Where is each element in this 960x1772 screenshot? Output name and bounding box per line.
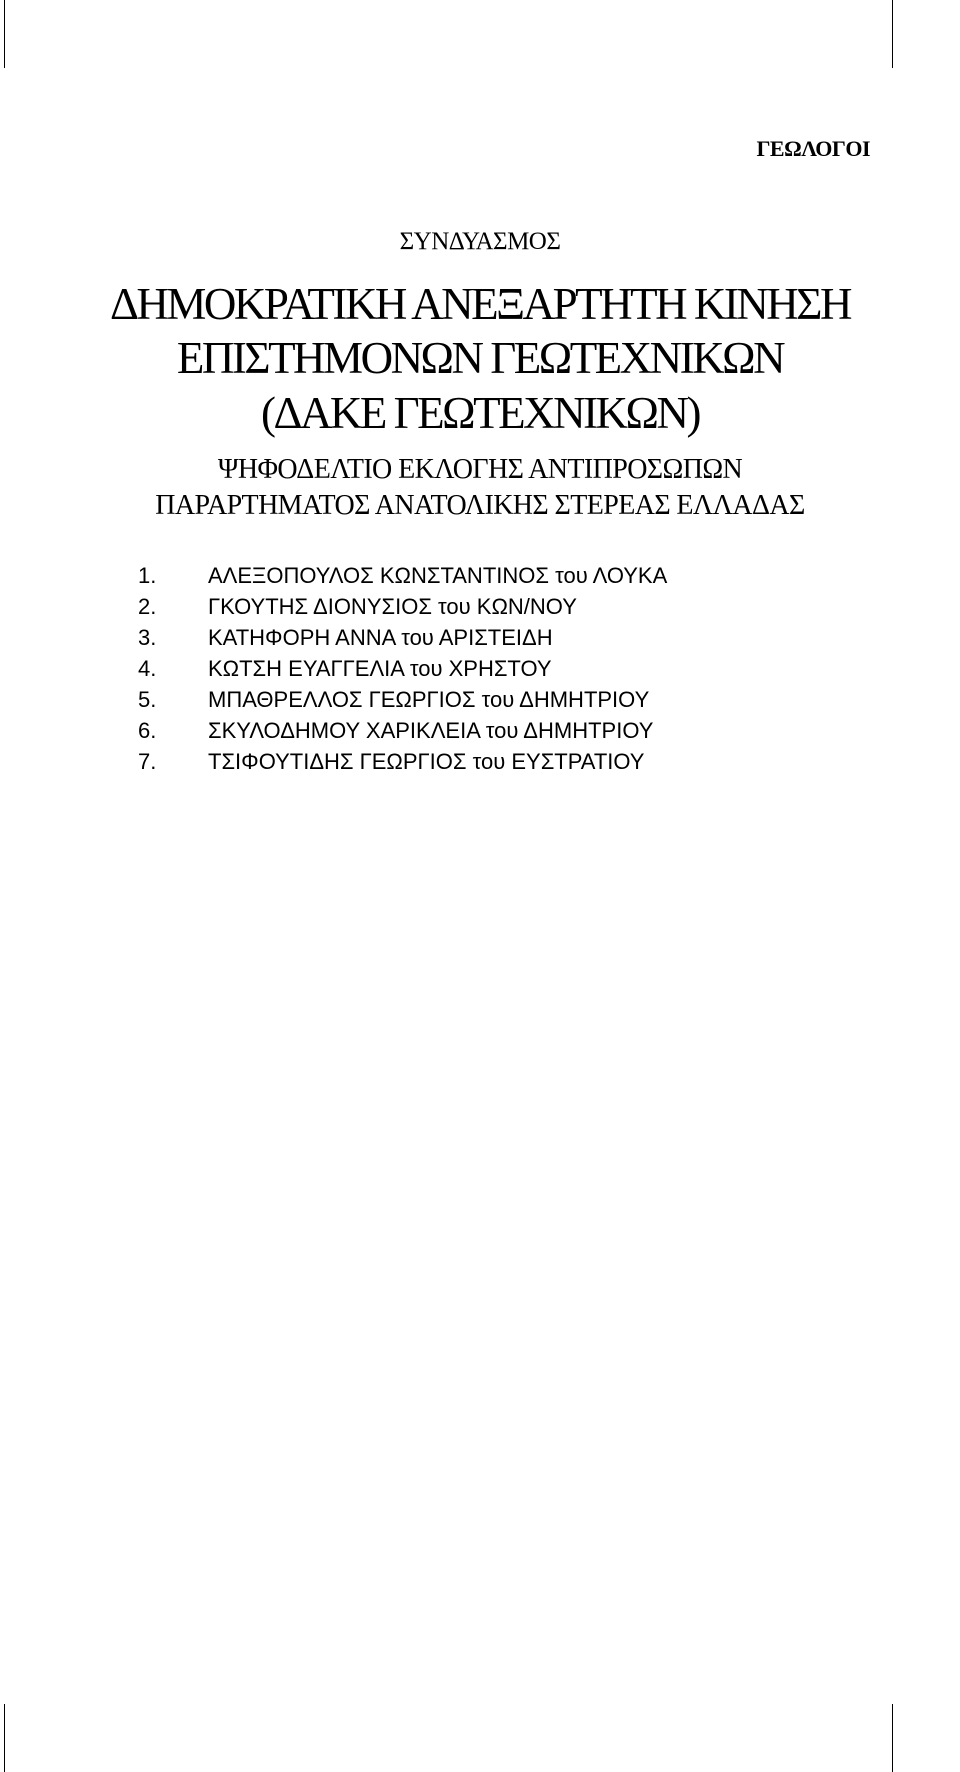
candidate-row [138,653,667,684]
ballot-subtitle-line-2: ΠΑΡΑΡΤΗΜΑΤΟΣ ΑΝΑΤΟΛΙΚΗΣ ΣΤΕΡΕΑΣ ΕΛΛΑΔΑΣ [155,490,805,521]
coalition-title-line-2: ΕΠΙΣΤΗΜΟΝΩΝ ΓΕΩΤΕΧΝΙΚΩΝ [176,333,784,383]
candidate-name: ΣΚΥΛΟΔΗΜΟΥ ΧΑΡΙΚΛΕΙΑ του ΔΗΜΗΤΡΙΟΥ [208,718,654,743]
candidate-number: 1. [138,563,157,588]
coalition-title-line-3: (ΔΑΚΕ ΓΕΩΤΕΧΝΙΚΩΝ) [261,388,699,438]
crop-mark-bottom-right [892,1704,893,1772]
candidate-name: ΚΑΤΗΦΟΡΗ ΑΝΝΑ του ΑΡΙΣΤΕΙΔΗ [208,625,553,650]
crop-mark-bottom-left [4,1704,5,1772]
ballot-subtitle-line-1: ΨΗΦΟΔΕΛΤΙΟ ΕΚΛΟΓΗΣ ΑΝΤΙΠΡΟΣΩΠΩΝ [217,454,743,485]
candidate-number: 6. [138,718,157,743]
candidate-number: 4. [138,656,157,681]
candidate-list [138,560,667,777]
candidate-number: 5. [138,687,157,712]
candidate-name: ΚΩΤΣΗ ΕΥΑΓΓΕΛΙΑ του ΧΡΗΣΤΟΥ [208,656,552,681]
candidate-row [138,684,667,715]
candidate-row [138,746,667,777]
crop-mark-top-right [892,0,893,68]
candidate-number: 2. [138,594,157,619]
candidate-row [138,622,667,653]
candidate-row [138,560,667,591]
candidate-row [138,591,667,622]
crop-mark-top-left [4,0,5,68]
candidate-number: 3. [138,625,157,650]
coalition-label: ΣΥΝΔΥΑΣΜΟΣ [399,228,561,255]
candidate-number: 7. [138,749,157,774]
candidate-row [138,715,667,746]
candidate-name: ΓΚΟΥΤΗΣ ΔΙΟΝΥΣΙΟΣ του ΚΩΝ/ΝΟΥ [208,594,577,619]
category-label: ΓΕΩΛΟΓΟΙ [756,136,870,161]
candidate-name: ΜΠΑΘΡΕΛΛΟΣ ΓΕΩΡΓΙΟΣ του ΔΗΜΗΤΡΙΟΥ [208,687,650,712]
candidate-name: ΑΛΕΞΟΠΟΥΛΟΣ ΚΩΝΣΤΑΝΤΙΝΟΣ του ΛΟΥΚΑ [208,563,668,588]
candidate-name: ΤΣΙΦΟΥΤΙΔΗΣ ΓΕΩΡΓΙΟΣ του ΕΥΣΤΡΑΤΙΟΥ [208,749,645,774]
coalition-title-line-1: ΔΗΜΟΚΡΑΤΙΚΗ ΑΝΕΞΑΡΤΗΤΗ ΚΙΝΗΣΗ [109,279,850,329]
